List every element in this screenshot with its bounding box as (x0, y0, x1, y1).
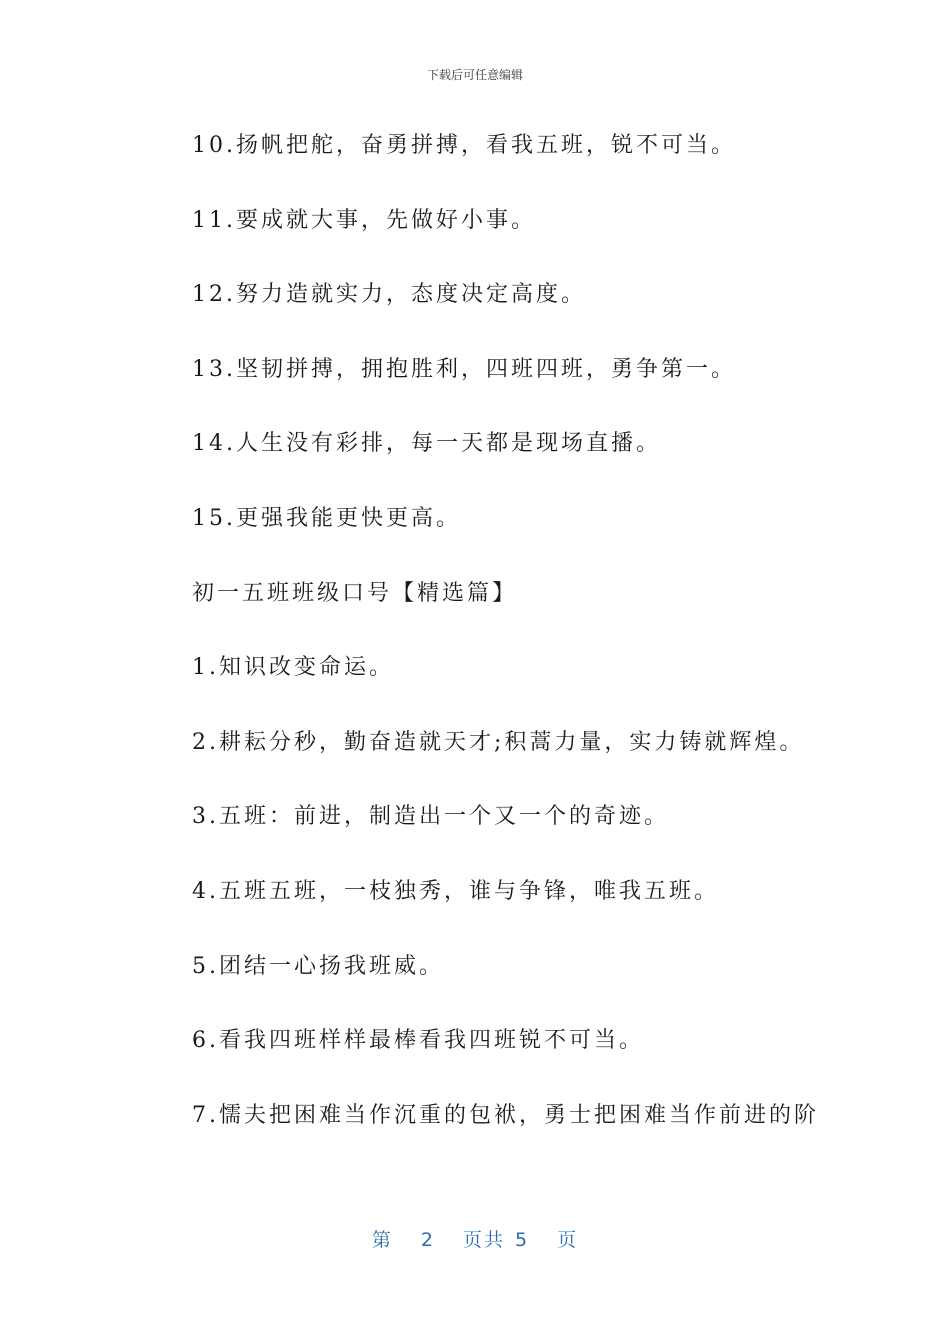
text-line: 10.扬帆把舵，奋勇拼搏，看我五班，锐不可当。 (192, 133, 736, 158)
text-line: 5.团结一心扬我班威。 (192, 953, 444, 979)
text-line: 13.坚韧拼搏，拥抱胜利，四班四班，勇争第一。 (192, 356, 736, 382)
footer-suffix: 页 (557, 1229, 579, 1251)
footer-current-page: 2 (420, 1229, 435, 1251)
text-line: 2.耕耘分秒，勤奋造就天才;积蒿力量，实力铸就辉煌。 (192, 729, 805, 755)
section-heading: 初一五班班级口号【精选篇】 (192, 580, 518, 606)
footer-prefix: 第 (371, 1229, 393, 1251)
text-line: 7.懦夫把困难当作沉重的包袱，勇士把困难当作前进的阶 (192, 1102, 819, 1128)
page-footer (0, 1225, 950, 1252)
text-line: 14.人生没有彩排，每一天都是现场直播。 (192, 431, 661, 457)
text-line: 4.五班五班，一枝独秀，谁与争锋，唯我五班。 (192, 878, 719, 904)
document-body (192, 126, 832, 1170)
footer-total-pages: 5 (515, 1229, 530, 1251)
text-line: 1.知识改变命运。 (192, 655, 394, 681)
footer-middle: 页共 (462, 1229, 505, 1251)
text-line: 3.五班：前进，制造出一个又一个的奇迹。 (192, 804, 669, 830)
text-line: 15.更强我能更快更高。 (192, 505, 461, 531)
text-line: 6.看我四班样样最棒看我四班锐不可当。 (192, 1028, 644, 1054)
text-line: 12.努力造就实力，态度决定高度。 (192, 282, 586, 308)
text-line: 11.要成就大事，先做好小事。 (192, 207, 536, 233)
header-note: 下载后可任意编辑 (426, 68, 523, 82)
